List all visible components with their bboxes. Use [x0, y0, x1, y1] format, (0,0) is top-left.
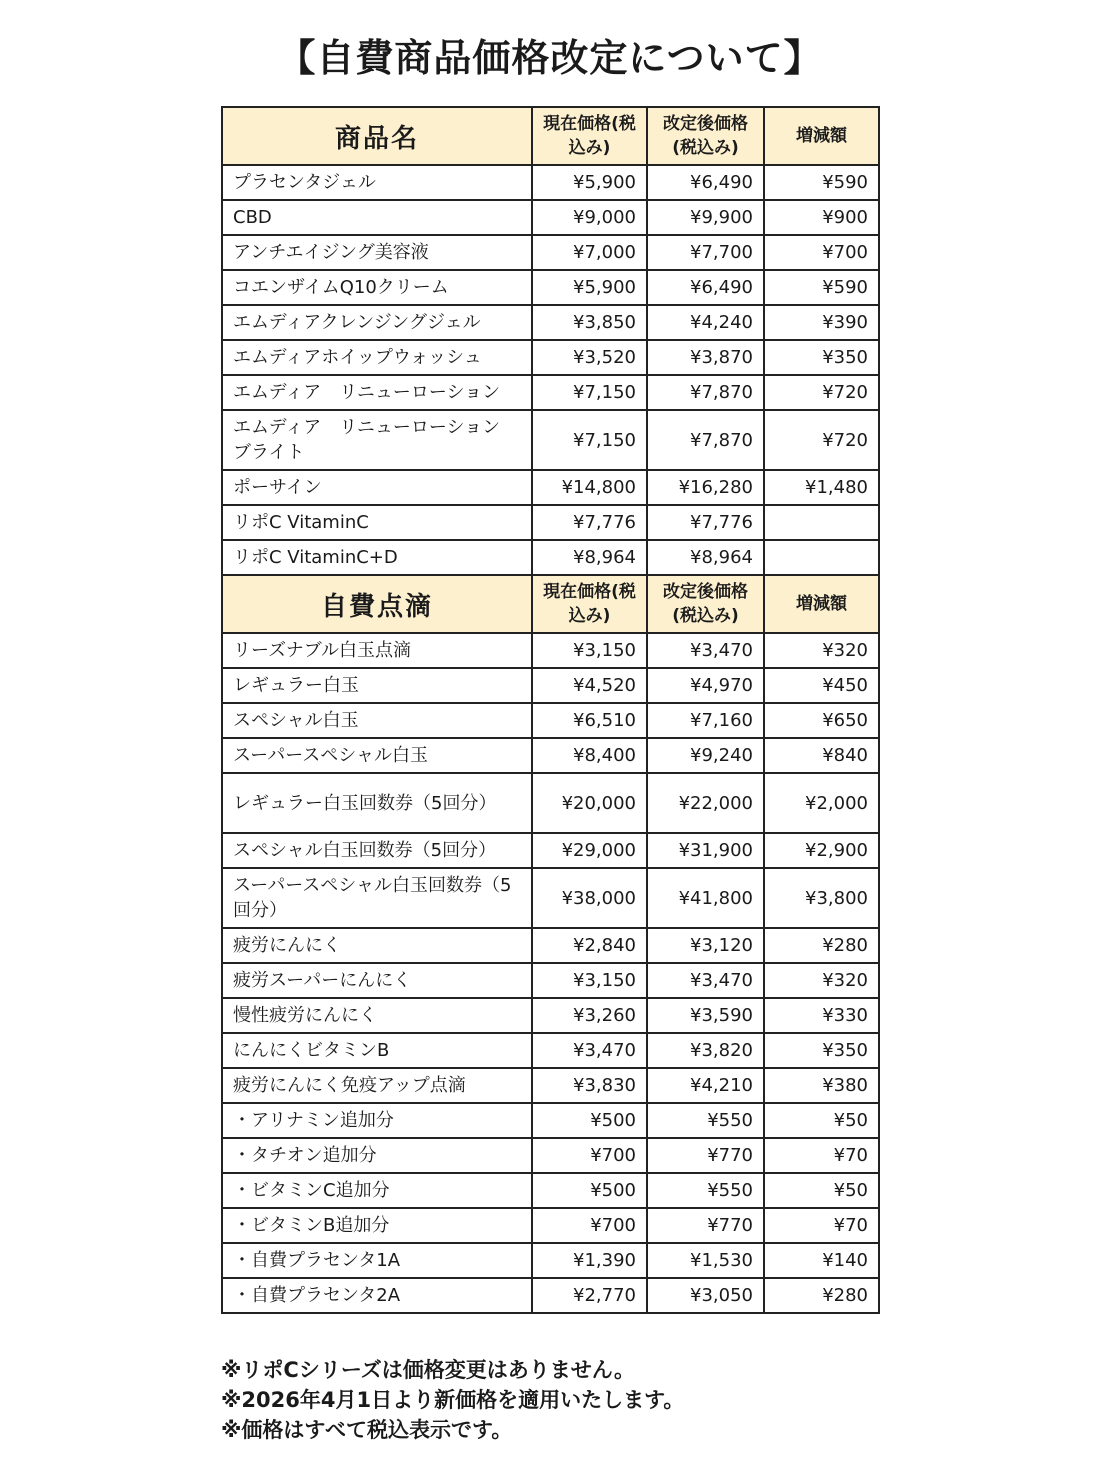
product-name: ポーサイン	[222, 470, 532, 505]
table-row	[222, 270, 879, 305]
product-name: レギュラー白玉回数券（5回分）	[222, 773, 532, 833]
product-name: コエンザイムQ10クリーム	[222, 270, 532, 305]
note-line: ※リポCシリーズは価格変更はありません。	[221, 1358, 636, 1382]
revised-price: ¥4,970	[647, 668, 764, 703]
current-price: ¥3,850	[532, 305, 647, 340]
table-row	[222, 165, 879, 200]
price-difference: ¥590	[764, 270, 879, 305]
header-current-price: 現在価格(税込み)	[532, 575, 647, 633]
current-price: ¥7,150	[532, 375, 647, 410]
price-difference: ¥720	[764, 410, 879, 470]
revised-price: ¥6,490	[647, 165, 764, 200]
price-difference: ¥840	[764, 738, 879, 773]
current-price: ¥3,150	[532, 963, 647, 998]
table-row	[222, 833, 879, 868]
product-name: エムディアホイップウォッシュ	[222, 340, 532, 375]
price-difference: ¥280	[764, 928, 879, 963]
section-header-row	[222, 107, 879, 165]
header-difference: 増減額	[764, 575, 879, 633]
table-row	[222, 868, 879, 928]
current-price: ¥700	[532, 1138, 647, 1173]
product-name: CBD	[222, 200, 532, 235]
table-row	[222, 540, 879, 575]
price-difference	[764, 505, 879, 540]
current-price: ¥9,000	[532, 200, 647, 235]
price-difference: ¥330	[764, 998, 879, 1033]
table-row	[222, 1208, 879, 1243]
header-current-price: 現在価格(税込み)	[532, 107, 647, 165]
revised-price: ¥16,280	[647, 470, 764, 505]
product-name: エムディア リニューローション	[222, 375, 532, 410]
current-price: ¥5,900	[532, 165, 647, 200]
price-table-body	[222, 107, 879, 1313]
table-row	[222, 235, 879, 270]
product-name: スーパースペシャル白玉回数券（5回分）	[222, 868, 532, 928]
table-row	[222, 375, 879, 410]
product-name: 疲労スーパーにんにく	[222, 963, 532, 998]
price-difference: ¥140	[764, 1243, 879, 1278]
product-name: にんにくビタミンB	[222, 1033, 532, 1068]
revised-price: ¥7,870	[647, 410, 764, 470]
revised-price: ¥22,000	[647, 773, 764, 833]
price-difference: ¥900	[764, 200, 879, 235]
section-header-row	[222, 575, 879, 633]
price-difference	[764, 540, 879, 575]
price-difference: ¥3,800	[764, 868, 879, 928]
current-price: ¥8,400	[532, 738, 647, 773]
product-name: プラセンタジェル	[222, 165, 532, 200]
table-row	[222, 963, 879, 998]
table-row	[222, 1033, 879, 1068]
table-row	[222, 505, 879, 540]
table-row	[222, 305, 879, 340]
table-row	[222, 1103, 879, 1138]
product-name: スペシャル白玉	[222, 703, 532, 738]
revised-price: ¥7,160	[647, 703, 764, 738]
product-name: ・自費プラセンタ2A	[222, 1278, 532, 1313]
revised-price: ¥4,210	[647, 1068, 764, 1103]
revised-price: ¥9,240	[647, 738, 764, 773]
current-price: ¥500	[532, 1173, 647, 1208]
price-difference: ¥320	[764, 963, 879, 998]
revised-price: ¥3,120	[647, 928, 764, 963]
product-name: ・ビタミンC追加分	[222, 1173, 532, 1208]
note-line: ※2026年4月1日より新価格を適用いたします。	[221, 1388, 685, 1412]
product-name: ・ビタミンB追加分	[222, 1208, 532, 1243]
price-difference: ¥2,900	[764, 833, 879, 868]
current-price: ¥3,470	[532, 1033, 647, 1068]
price-difference: ¥450	[764, 668, 879, 703]
table-row	[222, 410, 879, 470]
revised-price: ¥31,900	[647, 833, 764, 868]
product-name: エムディアクレンジングジェル	[222, 305, 532, 340]
price-difference: ¥320	[764, 633, 879, 668]
revised-price: ¥3,470	[647, 633, 764, 668]
current-price: ¥1,390	[532, 1243, 647, 1278]
revised-price: ¥3,590	[647, 998, 764, 1033]
product-name: ・アリナミン追加分	[222, 1103, 532, 1138]
table-row	[222, 1138, 879, 1173]
current-price: ¥7,776	[532, 505, 647, 540]
revised-price: ¥550	[647, 1103, 764, 1138]
table-row	[222, 200, 879, 235]
product-name: エムディア リニューローション ブライト	[222, 410, 532, 470]
header-revised-price: 改定後価格(税込み)	[647, 107, 764, 165]
price-difference: ¥1,480	[764, 470, 879, 505]
page-title: 【自費商品価格改定について】	[277, 36, 823, 80]
table-row	[222, 633, 879, 668]
revised-price: ¥8,964	[647, 540, 764, 575]
price-difference: ¥350	[764, 1033, 879, 1068]
table-row	[222, 1243, 879, 1278]
current-price: ¥3,830	[532, 1068, 647, 1103]
price-difference: ¥280	[764, 1278, 879, 1313]
price-difference: ¥700	[764, 235, 879, 270]
current-price: ¥14,800	[532, 470, 647, 505]
current-price: ¥38,000	[532, 868, 647, 928]
current-price: ¥7,150	[532, 410, 647, 470]
product-name: アンチエイジング美容液	[222, 235, 532, 270]
product-name: 疲労にんにく免疫アップ点滴	[222, 1068, 532, 1103]
revised-price: ¥3,870	[647, 340, 764, 375]
table-row	[222, 668, 879, 703]
product-name: スペシャル白玉回数券（5回分）	[222, 833, 532, 868]
price-difference: ¥70	[764, 1208, 879, 1243]
current-price: ¥2,770	[532, 1278, 647, 1313]
header-revised-price: 改定後価格(税込み)	[647, 575, 764, 633]
table-row	[222, 340, 879, 375]
price-difference: ¥350	[764, 340, 879, 375]
product-name: 疲労にんにく	[222, 928, 532, 963]
revised-price: ¥41,800	[647, 868, 764, 928]
revised-price: ¥7,870	[647, 375, 764, 410]
product-name: スーパースペシャル白玉	[222, 738, 532, 773]
revised-price: ¥3,470	[647, 963, 764, 998]
notes	[221, 1355, 684, 1445]
current-price: ¥7,000	[532, 235, 647, 270]
revised-price: ¥9,900	[647, 200, 764, 235]
current-price: ¥8,964	[532, 540, 647, 575]
note-line: ※価格はすべて税込表示です。	[221, 1418, 513, 1442]
revised-price: ¥770	[647, 1208, 764, 1243]
price-difference: ¥50	[764, 1173, 879, 1208]
revised-price: ¥7,776	[647, 505, 764, 540]
current-price: ¥4,520	[532, 668, 647, 703]
table-row	[222, 773, 879, 833]
revised-price: ¥3,820	[647, 1033, 764, 1068]
product-name: リポC VitaminC+D	[222, 540, 532, 575]
table-row	[222, 738, 879, 773]
price-difference: ¥70	[764, 1138, 879, 1173]
product-name: リーズナブル白玉点滴	[222, 633, 532, 668]
revised-price: ¥1,530	[647, 1243, 764, 1278]
product-name: リポC VitaminC	[222, 505, 532, 540]
current-price: ¥2,840	[532, 928, 647, 963]
current-price: ¥29,000	[532, 833, 647, 868]
price-difference: ¥50	[764, 1103, 879, 1138]
table-row	[222, 928, 879, 963]
revised-price: ¥4,240	[647, 305, 764, 340]
header-difference: 増減額	[764, 107, 879, 165]
table-row	[222, 1278, 879, 1313]
current-price: ¥700	[532, 1208, 647, 1243]
table-row	[222, 1068, 879, 1103]
current-price: ¥3,520	[532, 340, 647, 375]
current-price: ¥5,900	[532, 270, 647, 305]
price-difference: ¥650	[764, 703, 879, 738]
current-price: ¥3,150	[532, 633, 647, 668]
revised-price: ¥770	[647, 1138, 764, 1173]
table-row	[222, 998, 879, 1033]
price-difference: ¥590	[764, 165, 879, 200]
revised-price: ¥550	[647, 1173, 764, 1208]
section-title: 商品名	[222, 107, 532, 165]
product-name: レギュラー白玉	[222, 668, 532, 703]
table-row	[222, 1173, 879, 1208]
revised-price: ¥6,490	[647, 270, 764, 305]
product-name: ・自費プラセンタ1A	[222, 1243, 532, 1278]
current-price: ¥6,510	[532, 703, 647, 738]
table-row	[222, 703, 879, 738]
revised-price: ¥7,700	[647, 235, 764, 270]
revised-price: ¥3,050	[647, 1278, 764, 1313]
product-name: 慢性疲労にんにく	[222, 998, 532, 1033]
price-difference: ¥380	[764, 1068, 879, 1103]
current-price: ¥3,260	[532, 998, 647, 1033]
section-title: 自費点滴	[222, 575, 532, 633]
current-price: ¥500	[532, 1103, 647, 1138]
price-table	[221, 106, 880, 1314]
product-name: ・タチオン追加分	[222, 1138, 532, 1173]
price-difference: ¥2,000	[764, 773, 879, 833]
price-difference: ¥390	[764, 305, 879, 340]
table-row	[222, 470, 879, 505]
price-difference: ¥720	[764, 375, 879, 410]
current-price: ¥20,000	[532, 773, 647, 833]
